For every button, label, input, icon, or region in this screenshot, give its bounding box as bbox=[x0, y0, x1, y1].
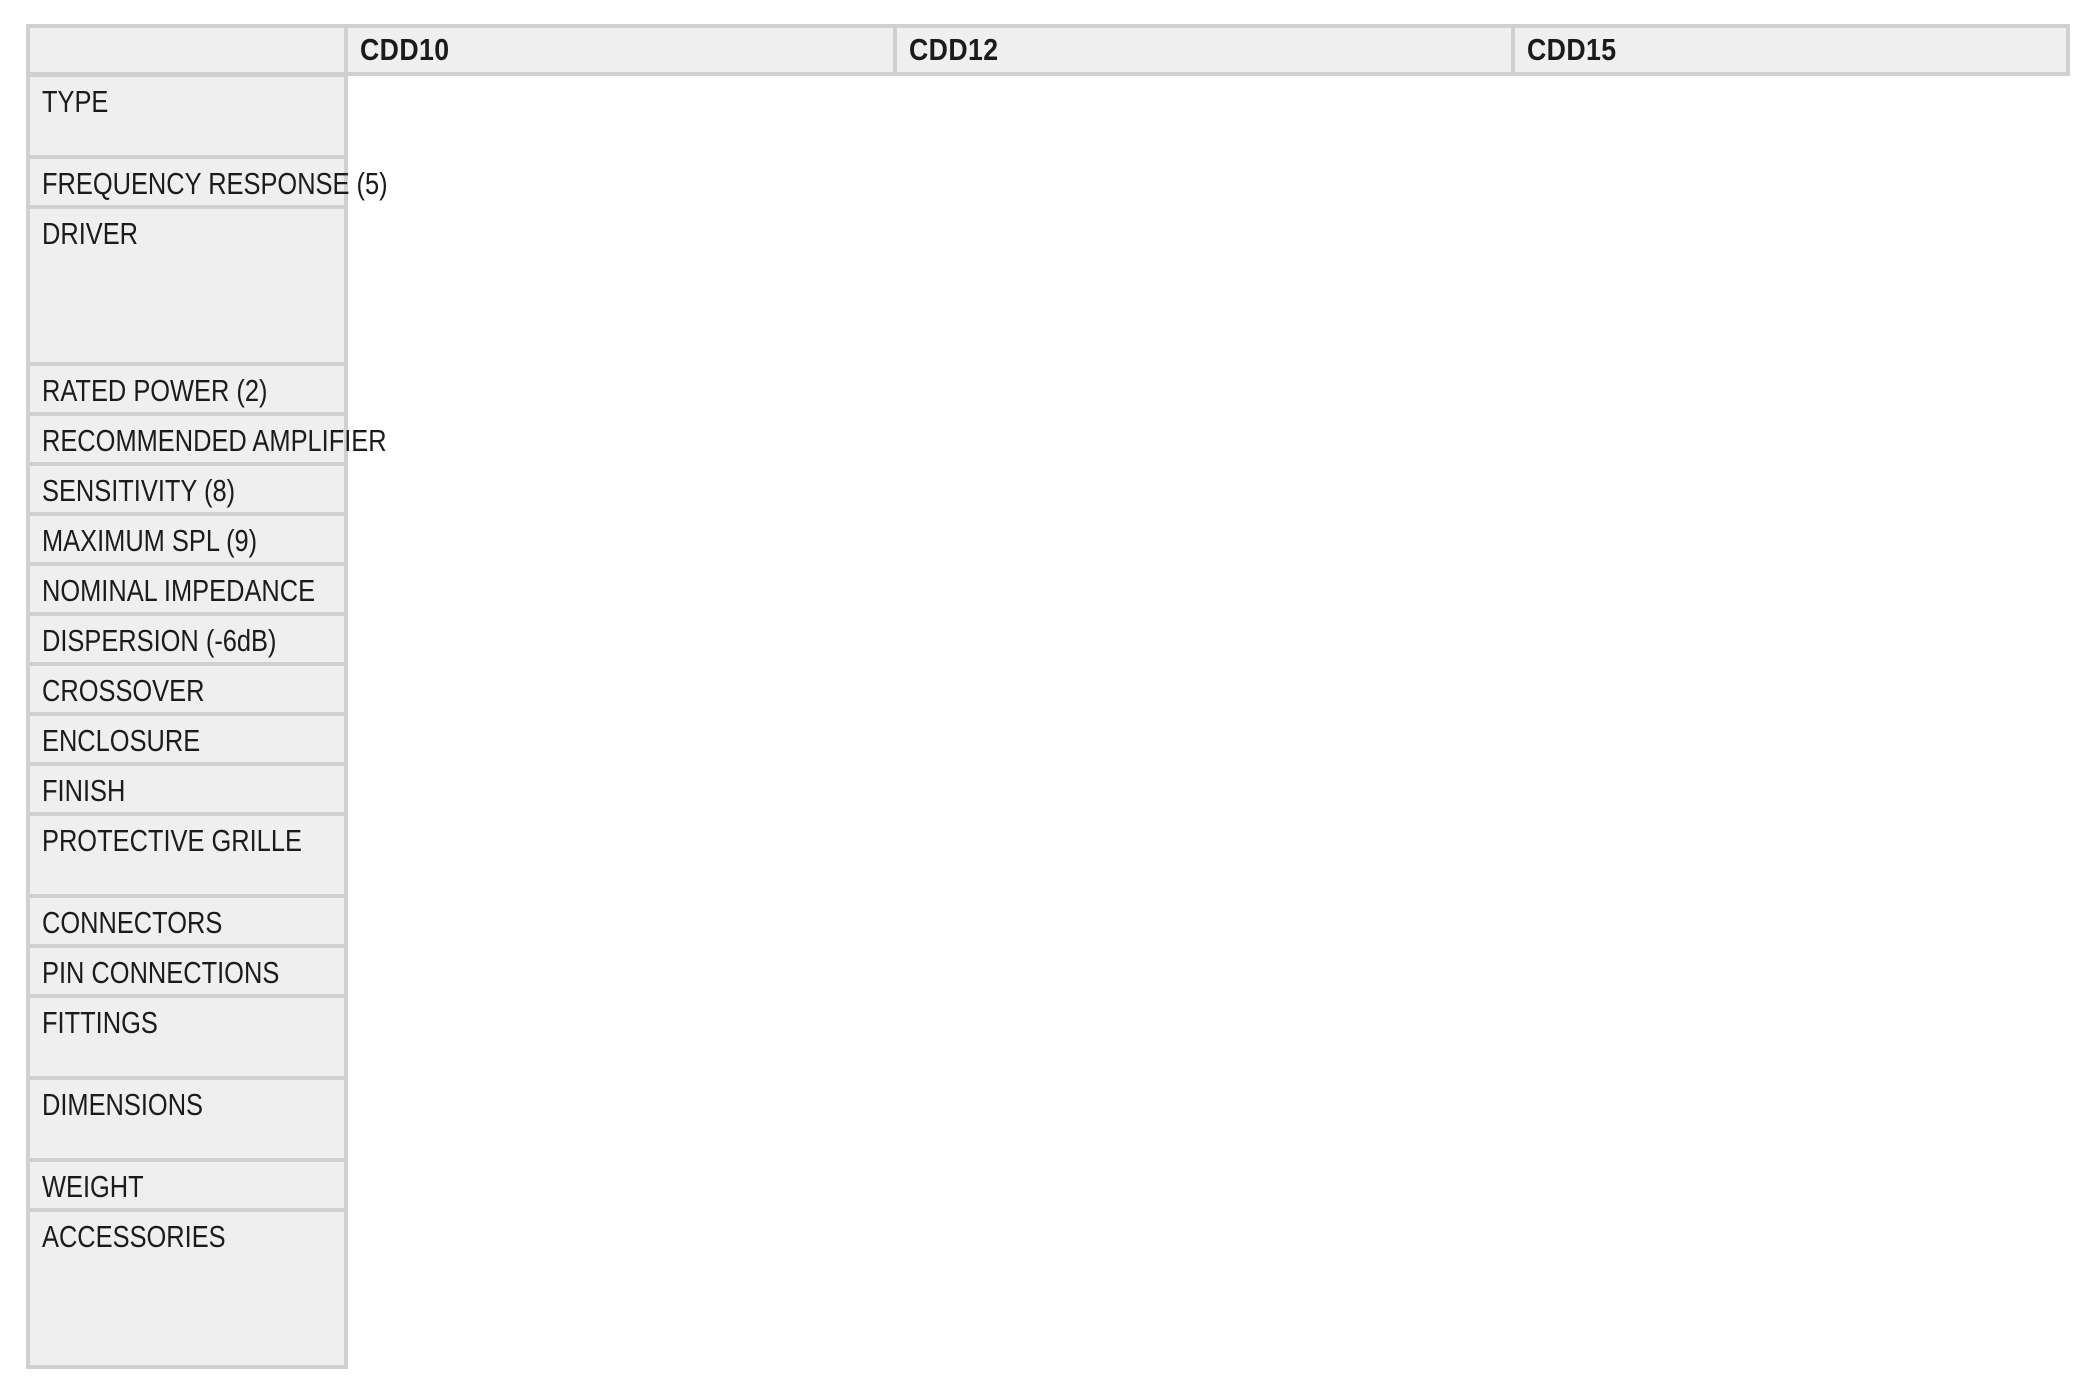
row-label-text: CROSSOVER bbox=[42, 673, 205, 708]
row-label-cell bbox=[26, 462, 348, 516]
row-label-text: ENCLOSURE bbox=[42, 723, 201, 758]
row-label-cell bbox=[26, 362, 348, 416]
row-label-column bbox=[26, 73, 388, 1369]
row-label-text: RATED POWER (2) bbox=[42, 373, 268, 408]
row-label-cell bbox=[26, 512, 348, 566]
row-label-text: WEIGHT bbox=[42, 1169, 144, 1204]
row-label-text: MAXIMUM SPL (9) bbox=[42, 523, 258, 558]
row-label-text: SENSITIVITY (8) bbox=[42, 473, 236, 508]
row-label-cell bbox=[26, 412, 387, 466]
row-label-text: PIN CONNECTIONS bbox=[42, 955, 280, 990]
row-label-text: RECOMMENDED AMPLIFIER bbox=[42, 423, 387, 458]
row-label-cell bbox=[26, 712, 348, 766]
row-label-text: FINISH bbox=[42, 773, 126, 808]
row-label-cell bbox=[26, 205, 348, 366]
row-label-text: CONNECTORS bbox=[42, 905, 223, 940]
row-label-cell bbox=[26, 944, 348, 998]
row-label-text: TYPE bbox=[42, 84, 109, 119]
header-corner-cell bbox=[26, 24, 348, 76]
header-column-label: CDD10 bbox=[360, 32, 450, 67]
row-label-text: DIMENSIONS bbox=[42, 1087, 204, 1122]
row-label-cell bbox=[26, 562, 348, 616]
row-label-cell bbox=[26, 662, 348, 716]
row-label-text: FITTINGS bbox=[42, 1005, 158, 1040]
header-column-cdd15 bbox=[1511, 24, 2070, 76]
row-label-cell bbox=[26, 73, 348, 159]
header-column-label: CDD15 bbox=[1527, 32, 1617, 67]
row-label-cell bbox=[26, 894, 348, 948]
row-label-cell bbox=[26, 762, 348, 816]
header-column-cdd12 bbox=[893, 24, 1515, 76]
header-column-label: CDD12 bbox=[909, 32, 999, 67]
row-label-text: FREQUENCY RESPONSE (5) bbox=[42, 166, 388, 201]
row-label-cell bbox=[26, 1158, 348, 1212]
row-label-cell bbox=[26, 812, 348, 898]
row-label-text: NOMINAL IMPEDANCE bbox=[42, 573, 316, 608]
row-label-cell bbox=[26, 155, 388, 209]
row-label-cell bbox=[26, 612, 348, 666]
row-label-text: DRIVER bbox=[42, 216, 139, 251]
row-label-text: ACCESSORIES bbox=[42, 1219, 226, 1254]
row-label-cell bbox=[26, 1208, 348, 1369]
row-label-text: PROTECTIVE GRILLE bbox=[42, 823, 302, 858]
row-label-text: DISPERSION (-6dB) bbox=[42, 623, 277, 658]
row-label-cell bbox=[26, 994, 348, 1080]
row-label-cell bbox=[26, 1076, 348, 1162]
header-column-cdd10 bbox=[344, 24, 897, 76]
